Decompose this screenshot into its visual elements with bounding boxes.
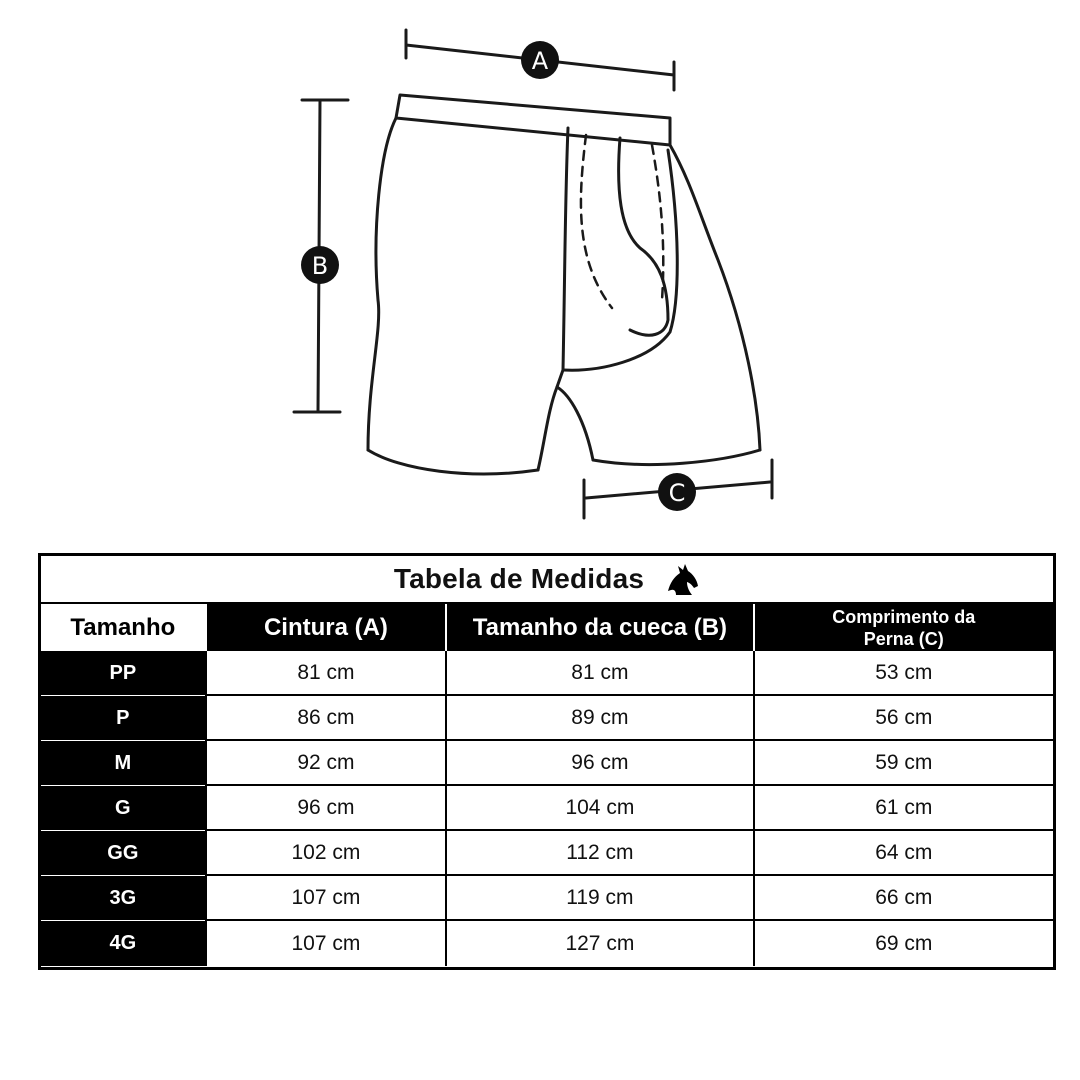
- leg-value: 64 cm: [753, 831, 1053, 876]
- header-leg-line2: Perna (C): [863, 628, 944, 649]
- stitch-left: [581, 135, 612, 308]
- length-value: 89 cm: [445, 696, 752, 741]
- table-row: [41, 831, 1053, 876]
- waist-value: 107 cm: [205, 876, 446, 921]
- waist-value: 96 cm: [205, 786, 446, 831]
- header-waist: Cintura (A): [205, 604, 446, 651]
- dimension-label-b: B: [311, 252, 329, 280]
- table-title: Tabela de Medidas: [393, 563, 645, 594]
- length-value: 119 cm: [445, 876, 752, 921]
- crotch-outline: [538, 387, 593, 470]
- leg-value: 66 cm: [753, 876, 1053, 921]
- size-label: PP: [41, 651, 205, 696]
- left-hem-outline: [368, 450, 538, 474]
- length-value: 127 cm: [445, 921, 752, 966]
- waistband-outline: [396, 95, 670, 145]
- size-label: GG: [41, 831, 205, 876]
- table-row: [41, 696, 1053, 741]
- size-label: 4G: [41, 921, 205, 966]
- horse-head-icon: [662, 561, 700, 597]
- pouch-opening-outline: [619, 138, 668, 335]
- table-row: [41, 876, 1053, 921]
- header-leg-line1: Comprimento da: [832, 606, 976, 627]
- table-header-row: [41, 604, 1053, 651]
- waist-value: 81 cm: [205, 651, 446, 696]
- leg-value: 56 cm: [753, 696, 1053, 741]
- size-table: [38, 553, 1056, 970]
- dimension-label-c: C: [668, 479, 686, 507]
- waist-value: 86 cm: [205, 696, 446, 741]
- leg-value: 61 cm: [753, 786, 1053, 831]
- table-row: [41, 741, 1053, 786]
- table-title-row: [41, 556, 1053, 604]
- waist-value: 107 cm: [205, 921, 446, 966]
- leg-value: 53 cm: [753, 651, 1053, 696]
- right-hem-outline: [593, 450, 760, 465]
- size-label: 3G: [41, 876, 205, 921]
- pouch-panel-outline: [557, 128, 568, 387]
- left-side-outline: [368, 118, 396, 450]
- table-row: [41, 651, 1053, 696]
- length-value: 96 cm: [445, 741, 752, 786]
- waist-value: 102 cm: [205, 831, 446, 876]
- size-label: M: [41, 741, 205, 786]
- length-value: 104 cm: [445, 786, 752, 831]
- leg-value: 69 cm: [753, 921, 1053, 966]
- size-label: G: [41, 786, 205, 831]
- table-row: [41, 921, 1053, 966]
- header-leg: [753, 604, 1053, 651]
- waist-value: 92 cm: [205, 741, 446, 786]
- right-side-outline: [670, 145, 760, 450]
- length-value: 81 cm: [445, 651, 752, 696]
- length-value: 112 cm: [445, 831, 752, 876]
- header-length: Tamanho da cueca (B): [445, 604, 752, 651]
- header-size: Tamanho: [41, 604, 205, 651]
- size-label: P: [41, 696, 205, 741]
- table-row: [41, 786, 1053, 831]
- dimension-label-a: A: [531, 47, 549, 75]
- leg-value: 59 cm: [753, 741, 1053, 786]
